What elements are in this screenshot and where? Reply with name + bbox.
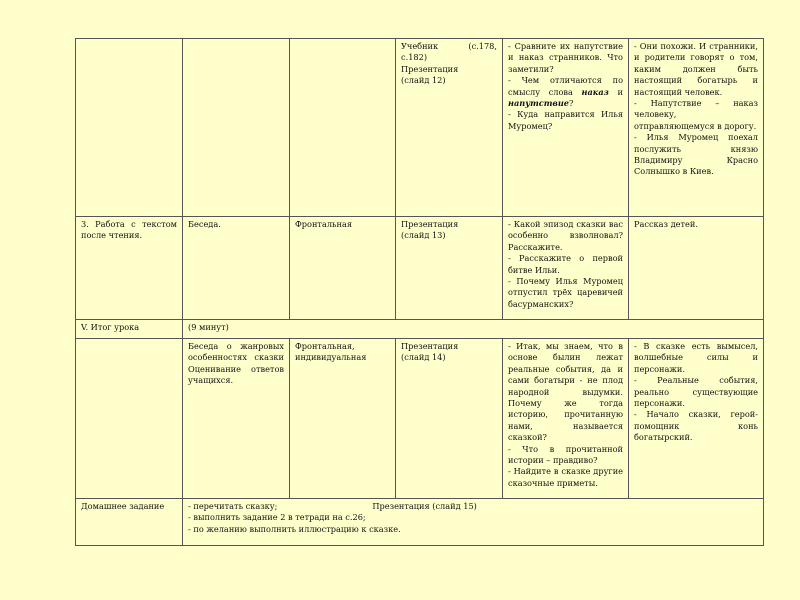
resources-line: Презентация: [401, 341, 459, 351]
question: - Почему Илья Муромец отпустил трёх царевичей басурманских?: [508, 276, 623, 309]
table-row: [76, 39, 764, 217]
question: - Расскажите о первой битве Ильи.: [508, 253, 623, 275]
term-emphasis: наказ: [581, 86, 609, 97]
stage-cell: 3. Работа с текстом после чтения.: [76, 217, 183, 320]
resources-cell: [396, 339, 503, 499]
question: - Куда направится Илья Муромец?: [508, 109, 623, 131]
homework-label-cell: Домашнее задание: [76, 499, 183, 546]
resources-line: (слайд 13): [401, 230, 446, 241]
homework-item: - по желанию выполнить иллюстрацию к сказке.: [188, 523, 401, 534]
resources-line: Учебник (с.178, с.182): [401, 41, 497, 63]
homework-item: - перечитать сказку;: [188, 501, 278, 511]
table-row: [76, 339, 764, 499]
homework-item: - выполнить задание 2 в тетради на с.26;: [188, 512, 366, 523]
table-cell-empty: [183, 39, 290, 217]
student-answers-cell: [629, 39, 764, 217]
answer: - Илья Муромец поехал послужить князю Владимиру Красно Солнышко в Киев.: [634, 132, 758, 177]
table-cell-empty: [76, 339, 183, 499]
question-part: ?: [568, 98, 574, 109]
resources-cell: [396, 39, 503, 217]
method-cell: Беседа о жанровых особенностях сказки Оценивание ответов учащихся.: [183, 339, 290, 499]
resources-line: Презентация: [401, 63, 459, 74]
answer: - Напутствие – наказ человеку, отправляющемуся в дорогу.: [634, 98, 758, 131]
question-part: - Чем отличаются по смыслу слова: [508, 75, 623, 97]
question: - Итак, мы знаем, что в основе былин лежат реальные события, да и сами богатыри - не плод народной выдумки. Почему же тогда историю, прочитанную нами, называется сказкой?: [508, 341, 623, 443]
student-answers-cell: Рассказ детей.: [629, 217, 764, 320]
resources-line: (слайд 14): [401, 352, 446, 363]
table-cell-empty: [290, 39, 396, 217]
resources-line: Презентация: [401, 219, 459, 229]
question: - Найдите в сказке другие сказочные приметы.: [508, 466, 623, 488]
answer: - В сказке есть вымысел, волшебные силы и персонажи.: [634, 341, 758, 374]
teacher-questions-cell: [503, 39, 629, 217]
term-emphasis: напутствие: [508, 98, 569, 109]
time-cell: (9 минут): [183, 320, 764, 339]
table-row: [76, 217, 764, 320]
answer: - Начало сказки, герой-помощник конь богатырский.: [634, 409, 758, 443]
stage-cell: V. Итог урока: [76, 320, 183, 339]
form-cell: Фронтальная: [290, 217, 396, 320]
question: - Что в прочитанной истории – правдиво?: [508, 443, 623, 466]
teacher-questions-cell: [503, 217, 629, 320]
lesson-plan-table: [75, 38, 764, 546]
student-answers-cell: [629, 339, 764, 499]
teacher-questions-cell: [503, 339, 629, 499]
method-cell: Беседа.: [183, 217, 290, 320]
question: - Какой эпизод сказки вас особенно взволновал? Расскажите.: [508, 219, 623, 252]
answer: - Реальные события, реально существующие персонажи.: [634, 375, 758, 409]
table-cell-empty: [76, 39, 183, 217]
resources-cell: [396, 217, 503, 320]
question: - Сравните их напутствие и наказ странников. Что заметили?: [508, 41, 623, 74]
homework-line: [188, 501, 758, 512]
resources-line: (слайд 12): [401, 75, 446, 86]
answer: - Они похожи. И странники, и родители говорят о том, каким должен быть настоящий богатырь и настоящий человек.: [634, 41, 758, 97]
question: [508, 75, 623, 109]
question-part: и: [617, 86, 623, 97]
table-row: [76, 499, 764, 546]
homework-presentation: Презентация (слайд 15): [372, 501, 477, 511]
table-row: [76, 320, 764, 339]
form-cell: Фронтальная, индивидуальная: [290, 339, 396, 499]
homework-cell: [183, 499, 764, 546]
